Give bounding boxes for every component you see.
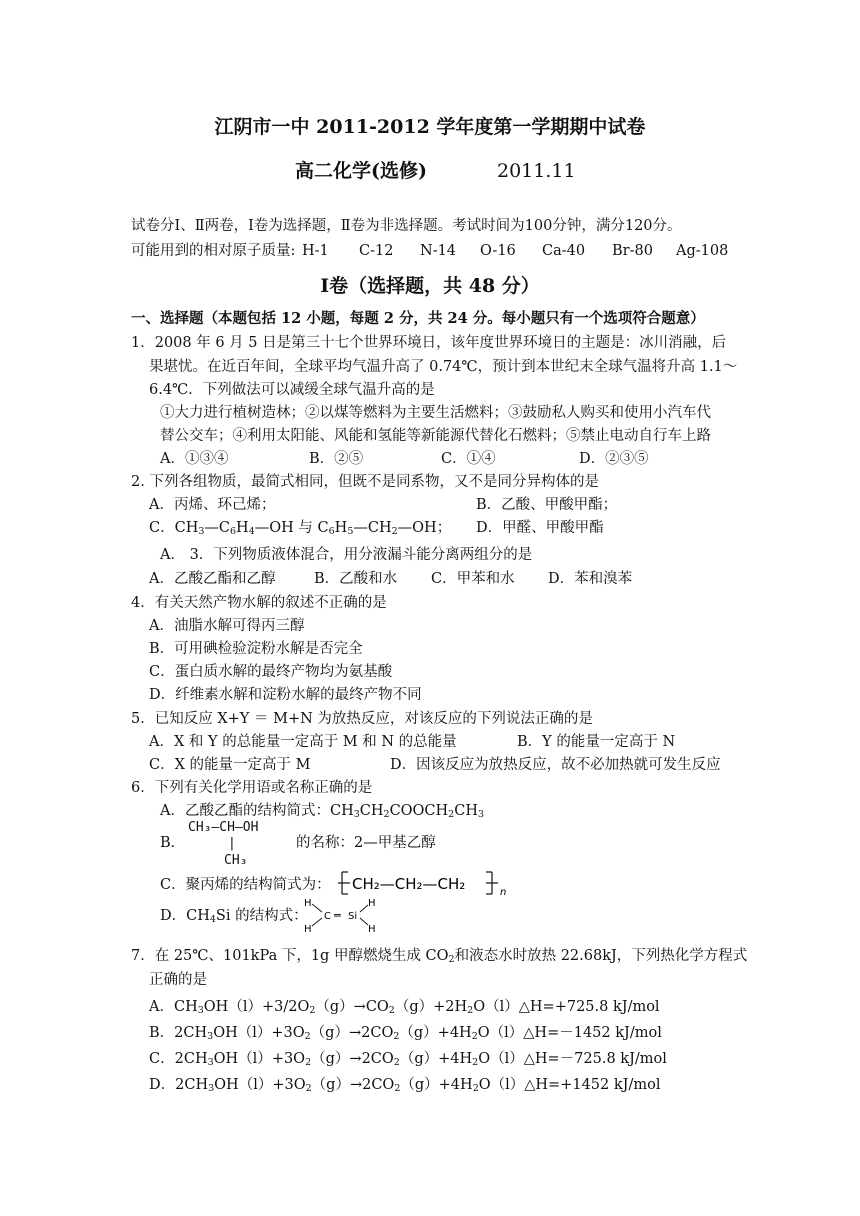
part-one-title: Ⅰ卷（选择题，共 48 分） — [320, 275, 540, 297]
q1-stem-line: 替公交车；④利用太阳能、风能和氢能等新能源代替化石燃料；⑤禁止电动自行车上路 — [160, 428, 711, 444]
atomic-mass: N-14 — [420, 243, 457, 259]
q1-stem-line: ①大力进行植树造林；②以煤等燃料为主要生活燃料；③鼓励私人购买和使用小汽车代 — [160, 405, 711, 421]
q6-option-b-label: B． — [160, 835, 186, 851]
q2-stem: 2. 下列各组物质，最简式相同，但既不是同系物，又不是同分异构体的是 — [131, 474, 599, 490]
atomic-mass: Ca-40 — [542, 243, 586, 259]
q3-stem: A． 3．下列物质液体混合，用分液漏斗能分离两组分的是 — [160, 547, 533, 563]
c-atom: C — [324, 911, 331, 922]
q2-option-a: A．丙烯、环己烯； — [149, 497, 276, 513]
q3-option-b: B．乙酸和水 — [314, 571, 398, 587]
q4-option-c: C．蛋白质水解的最终产物均为氨基酸 — [149, 664, 393, 680]
section-one-header: 一、选择题（本题包括 12 小题，每题 2 分，共 24 分。每小题只有一个选项符合题意） — [131, 310, 705, 327]
q1-option-c: C．①④ — [441, 451, 496, 467]
q3-option-a: A．乙酸乙酯和乙醇 — [149, 571, 276, 587]
q7-option-b: B．$2CH_3OH(l)+3O_2(g)\to 2CO_2(g)+4H_2O(l)\triangle H=-1452$ kJ/mol — [149, 1025, 662, 1042]
q4-stem: 4．有关天然产物水解的叙述不正确的是 — [131, 595, 387, 611]
q5-option-d: D．因该反应为放热反应，故不必加热就可发生反应 — [390, 757, 721, 773]
q7-option-c: C．$2CH_3OH(l)+3O_2(g)\to 2CO_2(g)+4H_2O(l)\triangle H=-725.8$ kJ/mol — [149, 1051, 667, 1068]
atomic-mass: C-12 — [359, 243, 394, 259]
q6-stem: 6．下列有关化学用语或名称正确的是 — [131, 780, 373, 796]
h-atom: H — [368, 898, 376, 909]
si-atom: Si — [348, 911, 358, 922]
q1-option-d: D．②③⑤ — [579, 451, 649, 467]
q5-option-c: C．X 的能量一定高于 M — [149, 757, 311, 773]
h-atom: H — [304, 898, 312, 909]
q5-option-b: B．Y 的能量一定高于 N — [517, 734, 676, 750]
q7-stem-line: 正确的是 — [149, 972, 207, 988]
q3-option-c: C．甲苯和水 — [431, 571, 515, 587]
q7-option-a: A．$CH_3OH(l)+3/2O_2(g)\to CO_2(g)+2H_2O(l)\triangle H=+725.8$ kJ/mol — [149, 999, 660, 1016]
atomic-mass: Ag-108 — [676, 243, 729, 259]
h-atom: H — [304, 924, 312, 935]
q6-c-polymer-text: CH₂—CH₂—CH₂ — [352, 875, 466, 893]
q2-option-d: D．甲醛、甲酸甲酯 — [476, 520, 604, 536]
q6-c-subscript-n: n — [500, 887, 507, 898]
intro-line: 试卷分Ⅰ、Ⅱ两卷，Ⅰ卷为选择题，Ⅱ卷为非选择题。考试时间为100分钟，满分120分。 — [131, 218, 682, 234]
q7-stem-line: 7．在 25℃、101kPa 下，1g 甲醇燃烧生成 $CO_2$和液态水时放热 22.68kJ，下列热化学方程式 — [131, 948, 748, 965]
q3-option-d: D．苯和溴苯 — [548, 571, 633, 587]
q6-b-structure-bond: | — [228, 836, 236, 851]
atomic-mass: Br-80 — [612, 243, 653, 259]
q1-stem-line: 6.4℃．下列做法可以减缓全球气温升高的是 — [149, 382, 435, 398]
h-atom: H — [368, 924, 376, 935]
exam-subtitle-date: 2011.11 — [497, 160, 576, 182]
q5-option-a: A．X 和 Y 的总能量一定高于 M 和 N 的总能量 — [149, 734, 457, 750]
q6-option-b-name: 的名称：2—甲基乙醇 — [296, 835, 436, 851]
q2-option-b: B．乙酸、甲酸甲酯； — [476, 497, 618, 513]
atomic-mass: O-16 — [480, 243, 516, 259]
exam-subtitle-subject: 高二化学(选修) — [295, 160, 427, 182]
q6-d-structure — [302, 894, 386, 936]
q4-option-d: D．纤维素水解和淀粉水解的最终产物不同 — [149, 687, 422, 703]
exam-title: 江阴市一中 2011-2012 学年度第一学期期中试卷 — [214, 116, 646, 138]
q1-option-a: A．①③④ — [160, 451, 229, 467]
q1-stem-line: 1．2008 年 6 月 5 日是第三十七个世界环境日，该年度世界环境日的主题是：冰川消融，后 — [131, 335, 727, 351]
q7-option-d: D．$2CH_3OH(l)+3O_2(g)\to 2CO_2(g)+4H_2O(l)\triangle H=+1452$ kJ/mol — [149, 1077, 661, 1094]
q4-option-b: B．可用碘检验淀粉水解是否完全 — [149, 641, 363, 657]
atomic-mass: H-1 — [302, 243, 329, 259]
q6-b-structure-top: CH₃—CH—OH — [188, 820, 259, 835]
double-bond: ═ — [334, 909, 341, 922]
q1-option-b: B．②⑤ — [309, 451, 364, 467]
q2-option-c: C．$CH_3—C_6H_4—OH$ 与 $C_6H_5—CH_2—OH$； — [149, 520, 452, 537]
q5-stem: 5．已知反应 X+Y ＝ M+N 为放热反应，对该反应的下列说法正确的是 — [131, 711, 593, 727]
q6-b-structure-bottom: CH₃ — [224, 853, 248, 868]
q6-option-d-label: D．$CH_4Si$ 的结构式： — [160, 908, 308, 925]
q4-option-a: A．油脂水解可得丙三醇 — [149, 618, 305, 634]
atomic-masses-label: 可能用到的相对原子质量: — [131, 243, 296, 259]
q1-stem-line: 果堪忧。在近百年间，全球平均气温升高了 0.74℃，预计到本世纪末全球气温将升高 1.1～ — [149, 359, 738, 375]
q6-option-c-label: C．聚丙烯的结构简式为： — [160, 877, 331, 893]
q6-option-a: A．乙酸乙酯的结构简式：$CH_3CH_2COOCH_2CH_3$ — [160, 803, 485, 820]
